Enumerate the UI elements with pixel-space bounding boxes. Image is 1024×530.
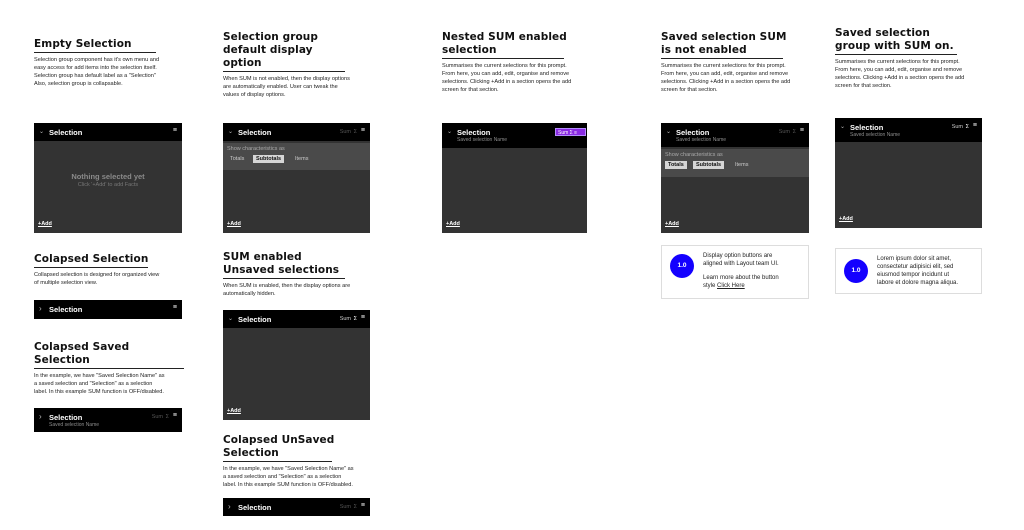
nested-sum-section <box>442 31 602 94</box>
note-line: aligned with Layout team UI. <box>703 261 779 267</box>
panel-title: Selection <box>49 413 83 422</box>
selection-panel-default-display <box>223 123 370 233</box>
menu-icon[interactable]: ≡ <box>574 130 578 136</box>
sum-label: Sum <box>951 124 963 130</box>
sigma-icon[interactable]: Σ <box>165 414 169 420</box>
chevron-right-icon[interactable]: › <box>39 412 42 421</box>
panel-header[interactable] <box>223 310 370 328</box>
title-underline <box>223 71 345 72</box>
chevron-down-icon[interactable]: ⌄ <box>666 129 672 135</box>
section-desc-line: In the example, we have "Saved Selection Name" as <box>34 373 165 379</box>
display-options <box>661 149 809 177</box>
menu-icon[interactable]: ≡ <box>972 122 977 129</box>
section-desc-line: screen for that section. <box>661 87 718 93</box>
section-title: default display <box>223 44 313 56</box>
selection-panel-saved-not-enabled <box>661 123 809 233</box>
empty-selection-section <box>34 38 184 88</box>
chevron-down-icon[interactable]: ⌄ <box>39 129 45 135</box>
menu-icon[interactable]: ≡ <box>799 127 804 134</box>
section-desc-line: easy access for add items into the selection itself. <box>34 65 157 71</box>
sum-label: Sum <box>339 129 351 135</box>
panel-title: Selection <box>49 305 83 314</box>
section-title: Colapsed Saved <box>34 341 130 353</box>
section-desc-line: In the example, we have "Saved Selection Name" as <box>223 466 354 472</box>
section-title: Selection <box>34 354 90 366</box>
sigma-icon[interactable]: Σ <box>965 124 969 130</box>
add-button[interactable]: +Add <box>665 221 679 227</box>
display-options-label: Show characteristics as <box>227 146 285 152</box>
title-underline <box>34 368 184 369</box>
section-title: Colapsed UnSaved <box>223 434 335 446</box>
section-desc-line: automatically hidden. <box>223 291 276 297</box>
panel-header[interactable] <box>442 123 587 148</box>
note-line: Display option buttons are <box>703 253 773 259</box>
sum-label: Sum <box>558 130 569 136</box>
saved-selection-name: Saved selection Name <box>850 132 901 138</box>
empty-state-hint: Click '+Add' to add Facts <box>77 182 139 188</box>
section-desc-line: Summarises the current selections for this prompt. <box>835 59 960 65</box>
empty-state-title: Nothing selected yet <box>71 172 145 181</box>
sum-label: Sum <box>339 316 351 322</box>
note-line: style <box>703 283 718 289</box>
panel-title: Selection <box>850 123 884 132</box>
section-desc-line: of multiple selection view. <box>34 280 98 286</box>
panel-header[interactable] <box>34 123 182 141</box>
title-underline <box>223 461 332 462</box>
section-desc-line: Selection group has default label as a "Selection" <box>34 73 156 79</box>
panel-header[interactable] <box>223 123 370 141</box>
note-line: consectetur adipisici elit, sed <box>877 264 954 270</box>
panel-title: Selection <box>238 315 272 324</box>
sigma-icon[interactable]: Σ <box>353 504 357 510</box>
saved-not-enabled-section <box>661 31 821 94</box>
totals-button[interactable]: Totals <box>230 156 245 162</box>
section-title: option <box>223 57 262 69</box>
saved-sum-on-section <box>835 27 995 90</box>
add-button[interactable]: +Add <box>38 221 52 227</box>
sum-toggle-active[interactable] <box>555 128 586 136</box>
add-button[interactable]: +Add <box>839 216 853 222</box>
version-badge: 1.0 <box>844 259 868 283</box>
display-options <box>223 143 370 170</box>
section-desc-line: Summarises the current selections for this prompt. <box>442 63 567 69</box>
section-desc-line: are automatically enabled. User can tweak the <box>223 84 338 90</box>
display-options-label: Show characteristics as <box>665 152 723 158</box>
menu-icon[interactable]: ≡ <box>172 304 177 311</box>
version-badge: 1.0 <box>670 254 694 278</box>
panel-header[interactable] <box>835 118 982 142</box>
menu-icon[interactable]: ≡ <box>360 314 365 321</box>
collapsed-unsaved-section <box>223 434 373 489</box>
section-desc-line: When SUM is enabled, then the display options are <box>223 283 351 289</box>
menu-icon[interactable]: ≡ <box>172 127 177 134</box>
default-display-section <box>223 31 373 99</box>
title-underline <box>661 58 783 59</box>
section-title: Selection <box>223 447 279 459</box>
saved-selection-name: Saved selection Name <box>676 137 727 143</box>
selection-panel-empty <box>34 123 182 233</box>
collapsed-selection-section <box>34 253 184 287</box>
section-desc-line: Summarises the current selections for this prompt. <box>661 63 786 69</box>
section-title: selection <box>442 44 497 56</box>
sigma-icon: Σ <box>569 130 573 136</box>
title-underline <box>34 267 148 268</box>
note-line: Lorem ipsum dolor sit amet, <box>877 256 952 262</box>
chevron-down-icon[interactable]: ⌄ <box>447 129 453 135</box>
totals-button[interactable]: Totals <box>665 161 687 169</box>
subtotals-button[interactable]: Subtotals <box>693 161 724 169</box>
info-note <box>835 248 982 294</box>
section-desc-line: From here, you can add, edit, organise and remove <box>835 67 963 73</box>
selection-panel-sum-unsaved <box>223 310 370 420</box>
section-title: group with SUM on. <box>835 40 954 52</box>
section-desc-line: From here, you can add, edit, organise and remove <box>661 71 789 77</box>
section-desc-line: selections. Clicking +Add in a section opens the add <box>442 79 572 85</box>
section-desc-line: a saved selection and "Selection" as a selection <box>34 381 153 387</box>
panel-title: Selection <box>238 503 272 512</box>
section-title: Empty Selection <box>34 38 132 50</box>
section-title: is not enabled <box>661 44 747 56</box>
note-line: labore et dolore magna aliqua. <box>877 280 959 286</box>
title-underline <box>34 52 156 53</box>
add-button[interactable]: +Add <box>227 408 241 414</box>
title-underline <box>442 58 564 59</box>
menu-icon[interactable]: ≡ <box>360 502 365 509</box>
info-note <box>661 245 809 299</box>
section-desc-line: label. In this example SUM function is OFF/disabled. <box>223 482 353 488</box>
sum-label: Sum <box>778 129 790 135</box>
title-underline <box>835 54 957 55</box>
section-desc-line: Also, selection group is collapsable. <box>34 81 123 87</box>
section-title: Saved selection SUM <box>661 31 787 43</box>
section-title: Selection group <box>223 31 318 43</box>
add-button[interactable]: +Add <box>446 221 460 227</box>
selection-panel-saved-sum-on <box>835 118 982 228</box>
section-title: Unsaved selections <box>223 264 340 276</box>
chevron-down-icon[interactable]: ⌄ <box>228 316 234 322</box>
section-desc-line: Selection group component has it's own menu and <box>34 57 160 63</box>
selection-panel-collapsed[interactable] <box>34 300 182 319</box>
sum-unsaved-section <box>223 251 373 298</box>
saved-selection-name: Saved selection Name <box>49 422 100 428</box>
section-desc-line: selections. Clicking +Add in a section opens the add <box>661 79 791 85</box>
selection-panel-collapsed-unsaved[interactable] <box>223 498 370 516</box>
sigma-icon[interactable]: Σ <box>353 129 357 135</box>
note-line: eiusmod tempor incidunt ut <box>877 272 950 278</box>
section-title: Nested SUM enabled <box>442 31 567 43</box>
sigma-icon[interactable]: Σ <box>792 129 796 135</box>
sum-label: Sum <box>339 504 351 510</box>
panel-title: Selection <box>457 128 491 137</box>
collapsed-saved-section <box>34 341 189 396</box>
section-desc-line: From here, you can add, edit, organise and remove <box>442 71 570 77</box>
items-button[interactable]: Items <box>735 162 749 168</box>
note-text <box>703 252 807 290</box>
click-here-link[interactable]: Click Here <box>717 283 745 289</box>
chevron-right-icon[interactable]: › <box>39 304 42 313</box>
section-desc-line: Collapsed selection is designed for organized view <box>34 272 160 278</box>
add-button[interactable]: +Add <box>227 221 241 227</box>
note-text <box>877 255 981 287</box>
section-desc-line: screen for that section. <box>442 87 499 93</box>
items-button[interactable]: Items <box>295 156 309 162</box>
section-desc-line: label. In this example SUM function is OFF/disabled. <box>34 389 164 395</box>
section-desc-line: selections. Clicking +Add in a section opens the add <box>835 75 965 81</box>
section-title: SUM enabled <box>223 251 302 263</box>
section-title: Colapsed Selection <box>34 253 149 265</box>
selection-panel-collapsed-saved[interactable] <box>34 408 182 432</box>
note-line: Learn more about the button <box>703 275 779 281</box>
title-underline <box>223 278 345 279</box>
menu-icon[interactable]: ≡ <box>172 412 177 419</box>
chevron-right-icon[interactable]: › <box>228 502 231 511</box>
chevron-down-icon[interactable]: ⌄ <box>840 124 846 130</box>
menu-icon[interactable]: ≡ <box>360 127 365 134</box>
subtotals-button[interactable]: Subtotals <box>253 155 284 163</box>
section-desc-line: When SUM is not enabled, then the display options <box>223 76 350 82</box>
sigma-icon[interactable]: Σ <box>353 316 357 322</box>
sum-label: Sum <box>151 414 163 420</box>
section-desc-line: screen for that section. <box>835 83 892 89</box>
selection-panel-nested <box>442 123 587 233</box>
section-title: Saved selection <box>835 27 930 39</box>
chevron-down-icon[interactable]: ⌄ <box>228 129 234 135</box>
panel-header[interactable] <box>661 123 809 147</box>
section-desc-line: a saved selection and "Selection" as a selection <box>223 474 342 480</box>
panel-title: Selection <box>238 128 272 137</box>
panel-title: Selection <box>676 128 710 137</box>
saved-selection-name: Saved selection Name <box>457 137 508 143</box>
panel-title: Selection <box>49 128 83 137</box>
section-desc-line: values of display options. <box>223 92 286 98</box>
